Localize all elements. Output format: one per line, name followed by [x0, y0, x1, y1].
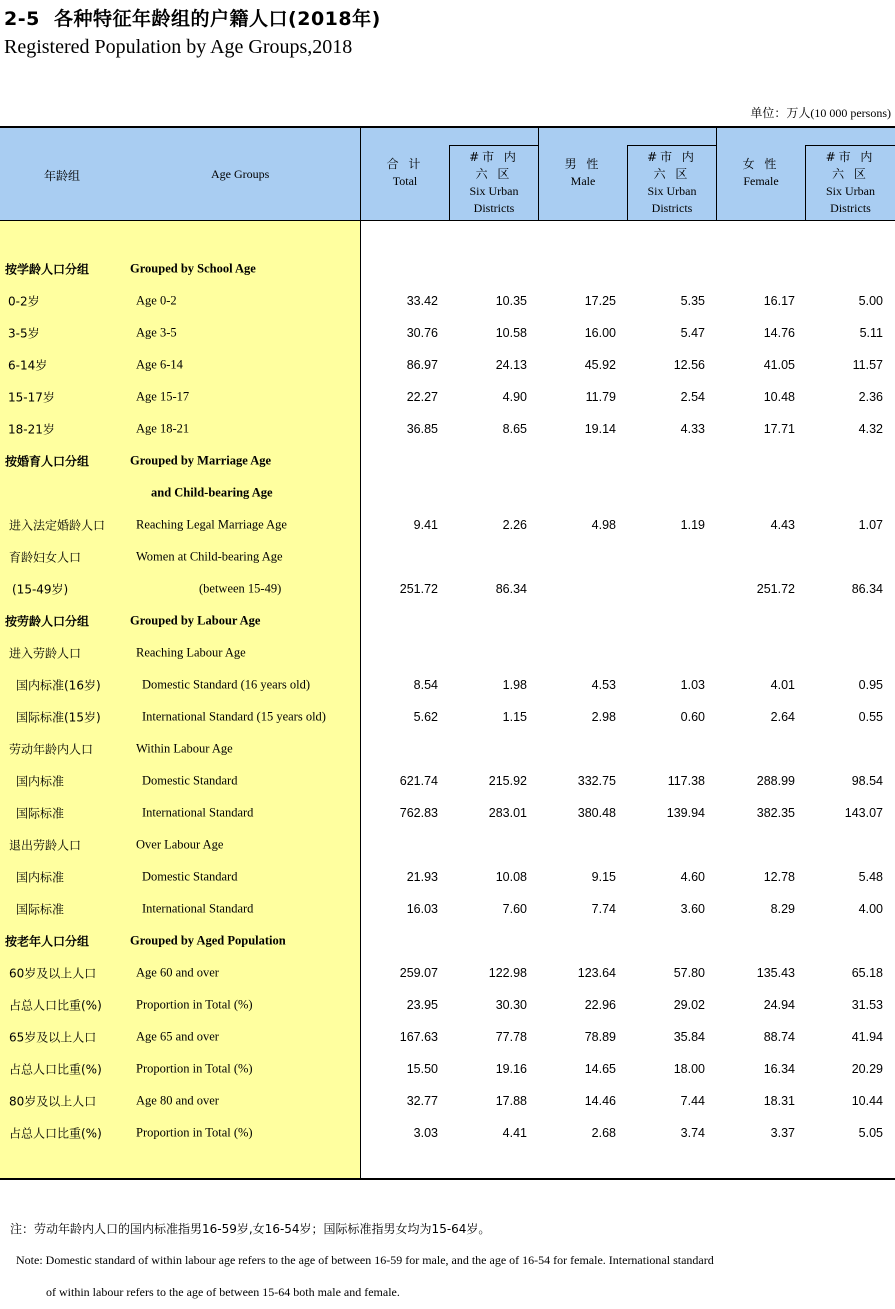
table-row	[0, 541, 895, 573]
row-label-cn: 退出劳龄人口	[9, 838, 82, 853]
cell-value: 135.43	[756, 966, 795, 980]
header-bottom-rule	[0, 220, 895, 221]
row-label-cn: 65岁及以上人口	[9, 1030, 97, 1045]
cell-value: 16.00	[584, 326, 616, 340]
row-label-en: Domestic Standard (16 years old)	[142, 677, 311, 692]
table-row	[0, 637, 895, 669]
cell-value: 17.88	[495, 1094, 527, 1108]
row-label-en: Reaching Legal Marriage Age	[136, 517, 287, 532]
cell-value: 2.36	[858, 390, 883, 404]
cell-value: 4.90	[502, 390, 527, 404]
row-label-en: Age 3-5	[136, 325, 177, 340]
cell-value: 2.26	[502, 518, 527, 532]
table-top-rule	[0, 126, 895, 128]
cell-value: 382.35	[756, 806, 795, 820]
cell-value: 17.71	[763, 422, 795, 436]
cell-value: 251.72	[756, 582, 795, 596]
row-label-cn: 育龄妇女人口	[9, 550, 82, 565]
table-row	[0, 573, 895, 605]
cell-value: 65.18	[851, 966, 883, 980]
table-row	[0, 989, 895, 1021]
cell-value: 14.65	[584, 1062, 616, 1076]
cell-value: 86.34	[851, 582, 883, 596]
cell-value: 17.25	[584, 294, 616, 308]
cell-value: 10.44	[851, 1094, 883, 1108]
cell-value: 5.35	[680, 294, 705, 308]
cell-value: 762.83	[399, 806, 438, 820]
cell-value: 36.85	[406, 422, 438, 436]
cell-value: 10.35	[495, 294, 527, 308]
cell-value: 10.58	[495, 326, 527, 340]
cell-value: 4.33	[680, 422, 705, 436]
cell-value: 3.60	[680, 902, 705, 916]
cell-value: 32.77	[406, 1094, 438, 1108]
row-label-en: and Child-bearing Age	[151, 485, 273, 500]
table-bottom-rule	[0, 1178, 895, 1180]
header-total-six-urban: #市 内 六 区 Six Urban Districts	[469, 150, 519, 215]
cell-value: 24.94	[763, 998, 795, 1012]
cell-value: 16.34	[763, 1062, 795, 1076]
cell-value: 332.75	[577, 774, 616, 788]
cell-value: 19.16	[495, 1062, 527, 1076]
row-label-cn: 国内标准	[16, 870, 65, 885]
row-label-en: Age 15-17	[136, 389, 190, 404]
cell-value: 98.54	[851, 774, 883, 788]
cell-value: 45.92	[584, 358, 616, 372]
cell-value: 18.00	[673, 1062, 705, 1076]
unit-label: 单位：万人(10 000 persons)	[750, 106, 891, 120]
cell-value: 3.03	[413, 1126, 438, 1140]
header-female: 女 性 Female	[742, 157, 780, 188]
cell-value: 215.92	[488, 774, 527, 788]
row-label-en: Reaching Labour Age	[136, 645, 246, 660]
cell-value: 41.05	[763, 358, 795, 372]
row-label-en: Grouped by Aged Population	[130, 933, 286, 948]
row-label-en: Age 6-14	[136, 357, 183, 372]
cell-value: 251.72	[399, 582, 438, 596]
row-label-en: Grouped by School Age	[130, 261, 256, 276]
cell-value: 9.15	[591, 870, 616, 884]
table-row	[0, 1021, 895, 1053]
header-male: 男 性 Male	[564, 157, 602, 188]
cell-value: 123.64	[577, 966, 616, 980]
row-label-en: Proportion in Total (%)	[136, 997, 253, 1012]
row-label-en: Proportion in Total (%)	[136, 1125, 253, 1140]
row-label-cn: 按学龄人口分组	[5, 262, 90, 277]
row-label-cn: 18-21岁	[8, 422, 55, 437]
cell-value: 88.74	[763, 1030, 795, 1044]
table-row	[0, 1117, 895, 1149]
table-row	[0, 285, 895, 317]
row-label-en: Over Labour Age	[136, 837, 224, 852]
table-row	[0, 957, 895, 989]
row-label-cn: 国际标准	[16, 902, 65, 917]
row-label-cn: 国内标准(16岁)	[16, 678, 101, 693]
cell-value: 3.74	[680, 1126, 705, 1140]
header-age-group-cn: 年龄组	[44, 169, 81, 183]
cell-value: 122.98	[488, 966, 527, 980]
row-label-en: International Standard	[142, 805, 254, 820]
row-label-en: Within Labour Age	[136, 741, 233, 756]
cell-value: 283.01	[488, 806, 527, 820]
cell-value: 2.68	[591, 1126, 616, 1140]
cell-value: 16.03	[406, 902, 438, 916]
cell-value: 1.07	[858, 518, 883, 532]
cell-value: 0.55	[858, 710, 883, 724]
row-label-cn: 进入劳龄人口	[9, 646, 82, 661]
row-label-cn: 3-5岁	[8, 326, 40, 341]
header-female-six-urban: #市 内 六 区 Six Urban Districts	[825, 150, 876, 215]
cell-value: 14.76	[763, 326, 795, 340]
group-header-row	[0, 253, 895, 285]
cell-value: 621.74	[399, 774, 438, 788]
row-label-en: Age 0-2	[136, 293, 177, 308]
row-label-cn: 15-17岁	[8, 390, 55, 405]
row-label-en: Women at Child-bearing Age	[136, 549, 283, 564]
cell-value: 78.89	[584, 1030, 616, 1044]
row-label-cn: 0-2岁	[8, 294, 40, 309]
cell-value: 117.38	[667, 774, 705, 788]
cell-value: 8.29	[770, 902, 795, 916]
cell-value: 12.56	[673, 358, 705, 372]
cell-value: 5.47	[680, 326, 705, 340]
row-label-en: Age 65 and over	[136, 1029, 219, 1044]
cell-value: 5.05	[858, 1126, 883, 1140]
table-row	[0, 509, 895, 541]
row-label-en: Age 18-21	[136, 421, 190, 436]
cell-value: 4.98	[591, 518, 616, 532]
divider	[805, 145, 895, 146]
cell-value: 22.96	[584, 998, 616, 1012]
cell-value: 30.30	[495, 998, 527, 1012]
row-label-cn: 按劳龄人口分组	[5, 614, 90, 629]
cell-value: 259.07	[399, 966, 438, 980]
table-row	[0, 1085, 895, 1117]
cell-value: 139.94	[666, 806, 705, 820]
divider	[449, 145, 538, 146]
table-row	[0, 669, 895, 701]
cell-value: 57.80	[673, 966, 705, 980]
cell-value: 19.14	[584, 422, 616, 436]
cell-value: 86.34	[495, 582, 527, 596]
cell-value: 1.15	[502, 710, 527, 724]
cell-value: 22.27	[406, 390, 438, 404]
table-row	[0, 1053, 895, 1085]
group-header-row	[0, 605, 895, 637]
cell-value: 11.79	[585, 390, 616, 404]
cell-value: 21.93	[406, 870, 438, 884]
divider	[627, 145, 716, 146]
cell-value: 2.98	[591, 710, 616, 724]
cell-value: 5.62	[413, 710, 438, 724]
group-header-row	[0, 925, 895, 957]
table-row	[0, 765, 895, 797]
cell-value: 12.78	[763, 870, 795, 884]
cell-value: 24.13	[495, 358, 527, 372]
row-label-en: International Standard (15 years old)	[142, 709, 326, 724]
row-label-en: Grouped by Labour Age	[130, 613, 261, 628]
cell-value: 143.07	[844, 806, 883, 820]
row-label-cn: 6-14岁	[8, 358, 48, 373]
row-label-en: (between 15-49)	[199, 581, 282, 596]
cell-value: 3.37	[770, 1126, 795, 1140]
cell-value: 7.74	[591, 902, 616, 916]
cell-value: 33.42	[406, 294, 438, 308]
cell-value: 30.76	[406, 326, 438, 340]
row-label-cn: 劳动年龄内人口	[9, 742, 94, 757]
row-label-en: Domestic Standard	[142, 869, 238, 884]
cell-value: 86.97	[406, 358, 438, 372]
page-title-en: Registered Population by Age Groups,2018	[4, 36, 353, 58]
cell-value: 7.60	[502, 902, 527, 916]
row-label-en: Age 80 and over	[136, 1093, 219, 1108]
row-label-cn: 占总人口比重(%)	[9, 1062, 102, 1077]
cell-value: 7.44	[680, 1094, 705, 1108]
row-label-en: Proportion in Total (%)	[136, 1061, 253, 1076]
page-title-cn: 2-5 各种特征年龄组的户籍人口(2018年)	[4, 8, 381, 30]
cell-value: 11.57	[852, 358, 883, 372]
table-row	[0, 349, 895, 381]
cell-value: 20.29	[851, 1062, 883, 1076]
cell-value: 0.95	[858, 678, 883, 692]
row-label-cn: 80岁及以上人口	[9, 1094, 97, 1109]
cell-value: 4.43	[770, 518, 795, 532]
cell-value: 4.00	[858, 902, 883, 916]
group-header-row	[0, 477, 895, 509]
cell-value: 29.02	[673, 998, 705, 1012]
row-label-cn: 60岁及以上人口	[9, 966, 97, 981]
cell-value: 41.94	[851, 1030, 883, 1044]
cell-value: 16.17	[763, 294, 795, 308]
cell-value: 4.01	[770, 678, 795, 692]
header-total: 合 计 Total	[386, 157, 424, 188]
table-row	[0, 413, 895, 445]
table-row	[0, 733, 895, 765]
cell-value: 2.64	[770, 710, 795, 724]
cell-value: 31.53	[851, 998, 883, 1012]
table-row	[0, 701, 895, 733]
cell-value: 0.60	[680, 710, 705, 724]
row-label-cn: 国内标准	[16, 774, 65, 789]
row-label-en: Domestic Standard	[142, 773, 238, 788]
header-male-six-urban: #市 内 六 区 Six Urban Districts	[647, 150, 697, 215]
row-label-en: International Standard	[142, 901, 254, 916]
group-header-row	[0, 445, 895, 477]
cell-value: 5.11	[859, 326, 883, 340]
cell-value: 14.46	[584, 1094, 616, 1108]
row-label-cn: 进入法定婚龄人口	[9, 518, 106, 533]
cell-value: 35.84	[673, 1030, 705, 1044]
cell-value: 9.41	[413, 518, 438, 532]
note-en-line1: Note: Domestic standard of within labour age refers to the age of between 16-59 for male, and the age of 16-54 for female. International standard	[16, 1253, 714, 1267]
table-row	[0, 893, 895, 925]
row-label-cn: 按婚育人口分组	[5, 454, 90, 469]
cell-value: 2.54	[680, 390, 705, 404]
row-label-cn: (15-49岁)	[12, 582, 69, 597]
cell-value: 1.19	[680, 518, 705, 532]
cell-value: 10.08	[495, 870, 527, 884]
table-row	[0, 861, 895, 893]
cell-value: 8.54	[413, 678, 438, 692]
header-age-group-en: Age Groups	[211, 167, 270, 181]
note-cn: 注：劳动年龄内人口的国内标准指男16-59岁,女16-54岁；国际标准指男女均为15-64岁。	[10, 1222, 491, 1236]
row-label-en: Grouped by Marriage Age	[130, 453, 272, 468]
cell-value: 8.65	[502, 422, 527, 436]
cell-value: 4.32	[858, 422, 883, 436]
note-en-line2: of within labour refers to the age of between 15-64 both male and female.	[46, 1285, 400, 1299]
row-label-en: Age 60 and over	[136, 965, 219, 980]
row-label-cn: 占总人口比重(%)	[9, 998, 102, 1013]
cell-value: 4.60	[680, 870, 705, 884]
row-label-cn: 占总人口比重(%)	[9, 1126, 102, 1141]
table-row	[0, 797, 895, 829]
cell-value: 10.48	[763, 390, 795, 404]
cell-value: 18.31	[763, 1094, 795, 1108]
cell-value: 167.63	[399, 1030, 438, 1044]
cell-value: 380.48	[577, 806, 616, 820]
row-label-cn: 按老年人口分组	[5, 934, 90, 949]
table-row	[0, 381, 895, 413]
cell-value: 1.03	[680, 678, 705, 692]
cell-value: 4.41	[502, 1126, 527, 1140]
table-row	[0, 829, 895, 861]
cell-value: 288.99	[756, 774, 795, 788]
cell-value: 1.98	[502, 678, 527, 692]
cell-value: 5.48	[858, 870, 883, 884]
cell-value: 77.78	[495, 1030, 527, 1044]
cell-value: 23.95	[406, 998, 438, 1012]
cell-value: 15.50	[406, 1062, 438, 1076]
row-label-cn: 国际标准(15岁)	[16, 710, 101, 725]
cell-value: 5.00	[858, 294, 883, 308]
cell-value: 4.53	[591, 678, 616, 692]
table-row	[0, 317, 895, 349]
row-label-cn: 国际标准	[16, 806, 65, 821]
